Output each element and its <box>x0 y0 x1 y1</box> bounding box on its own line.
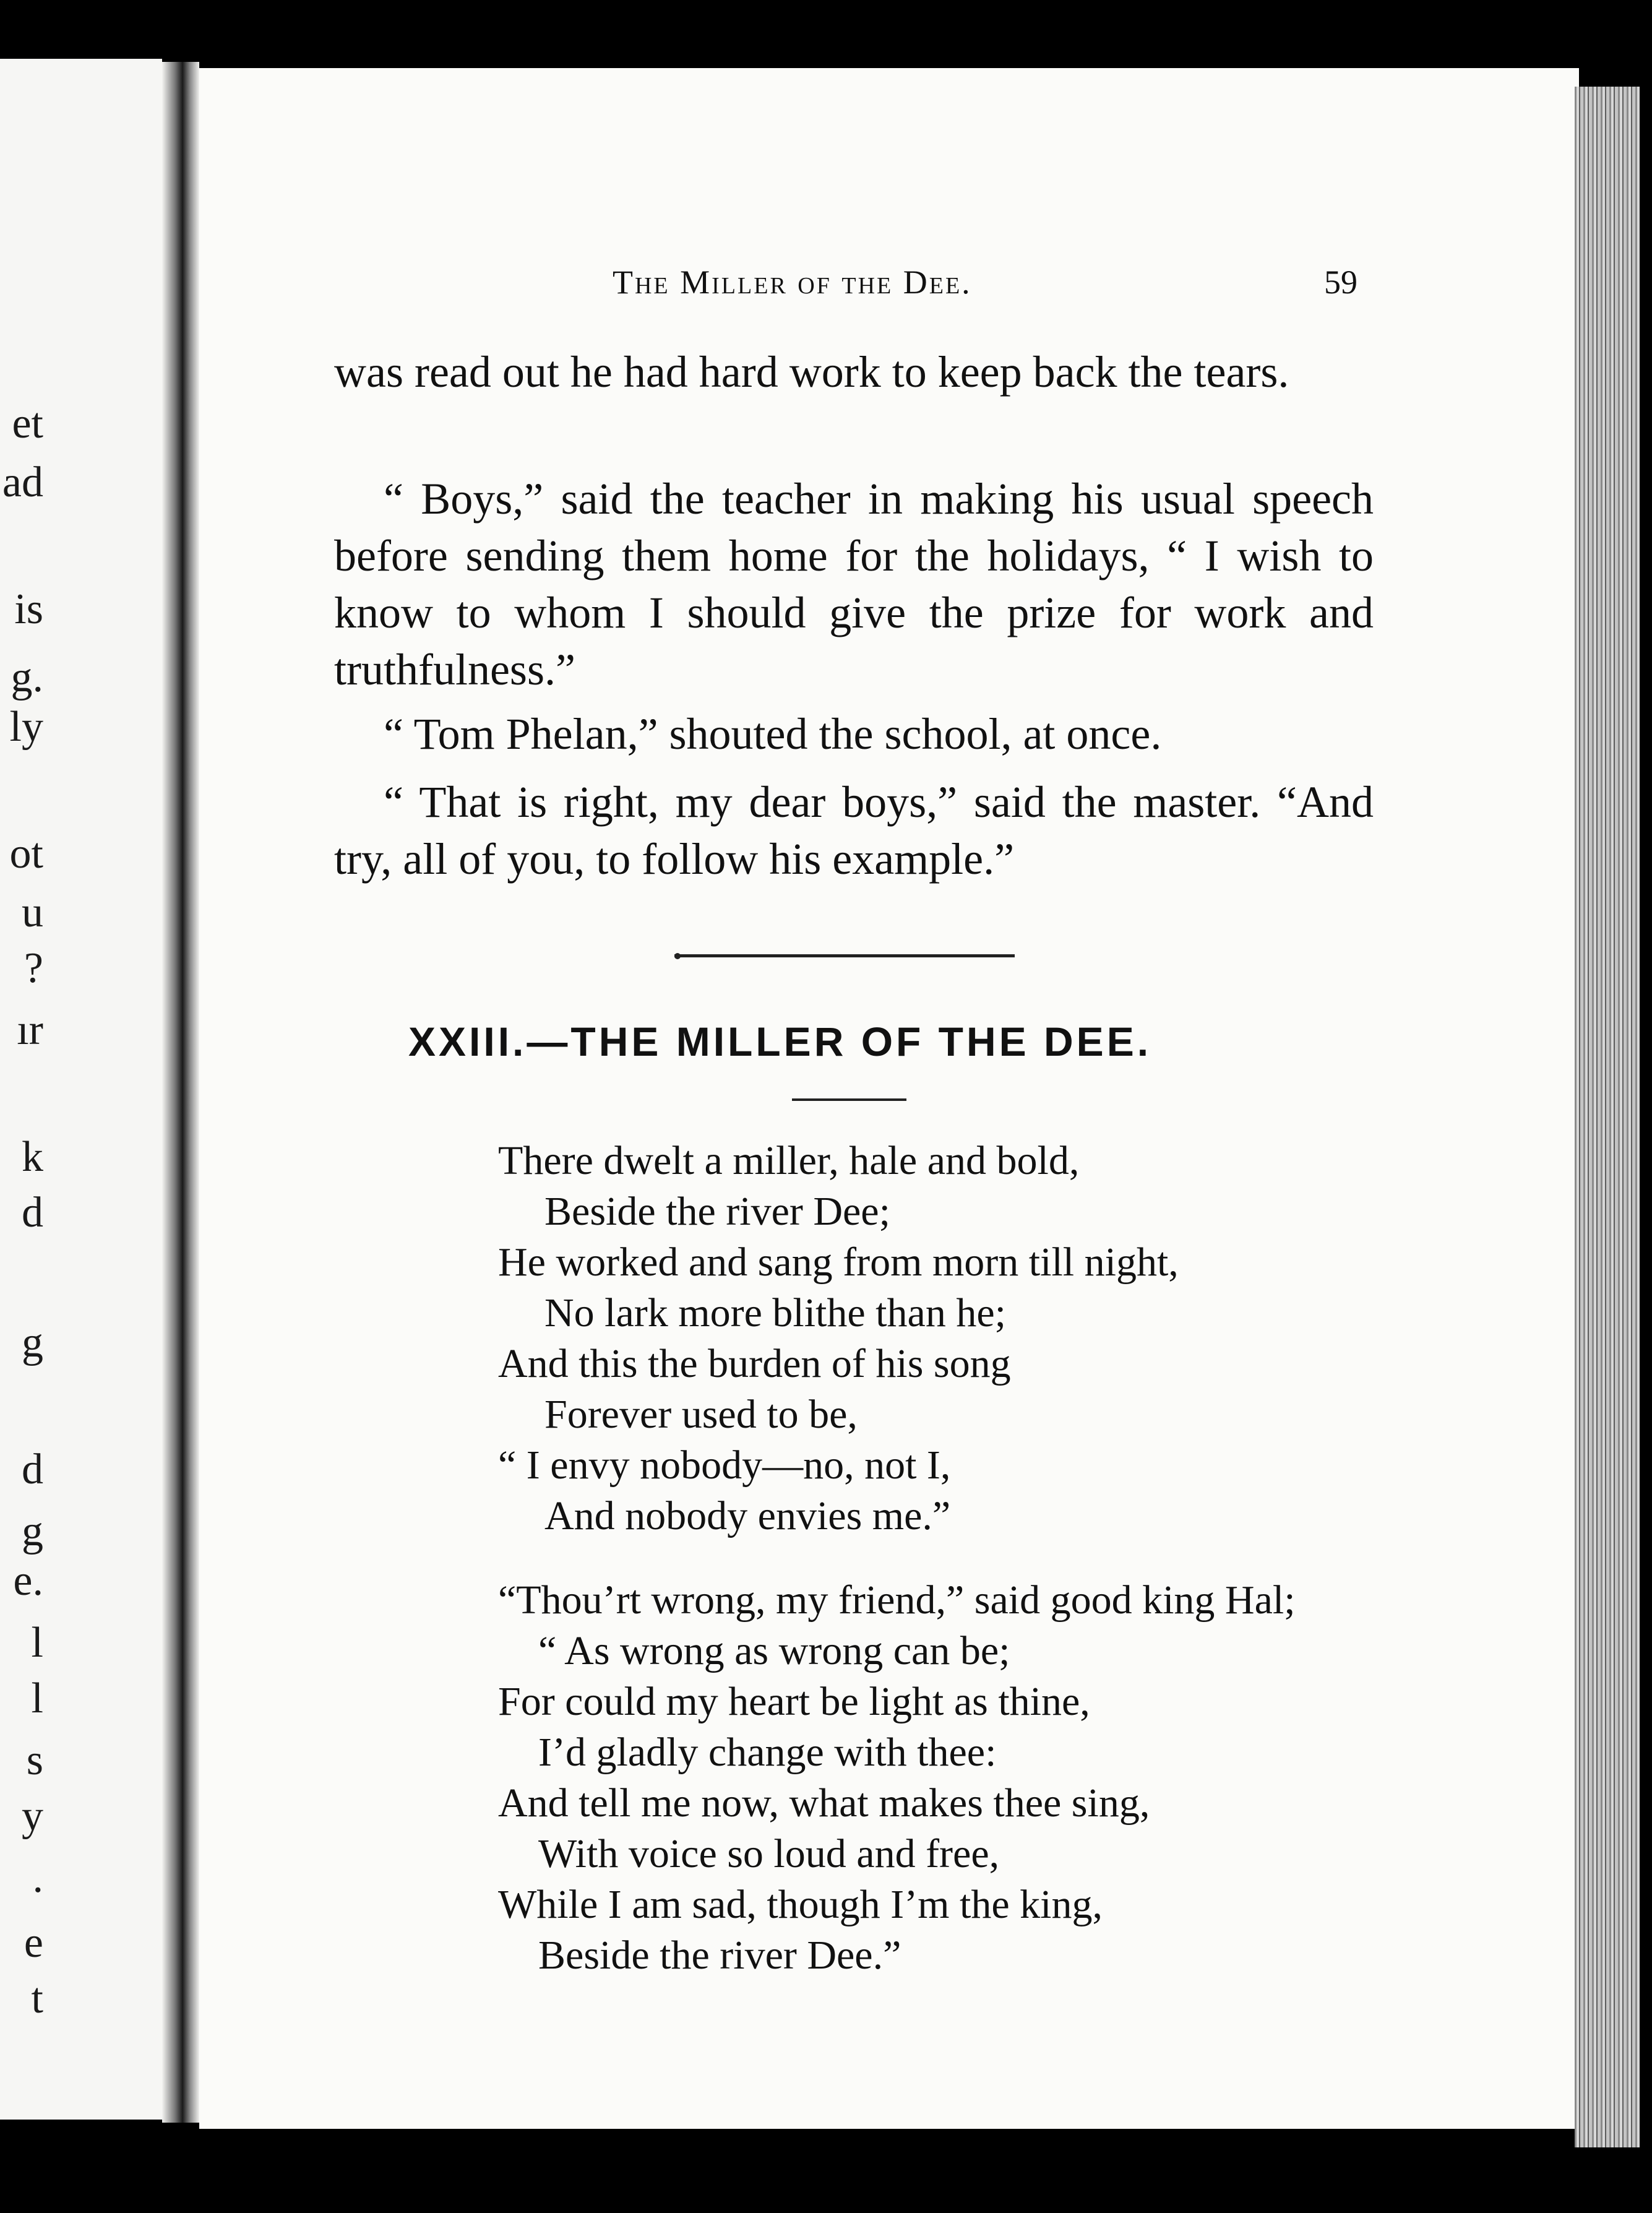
left-page-fragment: ır <box>17 1006 43 1054</box>
running-header: The Miller of the Dee. <box>613 264 972 301</box>
paragraph-text: was read out he had hard work to keep back the tears. <box>334 347 1289 397</box>
left-page-fragment: d <box>22 1189 43 1236</box>
poem-line: “ I envy nobody—no, not I, <box>498 1443 951 1488</box>
poem-line: He worked and sang from morn till night, <box>498 1240 1179 1285</box>
paragraph-text: “ That is right, my dear boys,” said the master. “And try, all of you, to follow his example.” <box>334 777 1374 884</box>
poem-stanza-1 <box>498 1136 1179 1542</box>
left-page-fragment: l <box>31 1619 43 1667</box>
divider-dot <box>674 953 681 959</box>
book-gutter <box>162 62 199 2123</box>
poem-line: “Thou’rt wrong, my friend,” said good king Hal; <box>498 1577 1296 1623</box>
poem-line: Beside the river Dee.” <box>538 1933 901 1978</box>
left-page-fragment: y <box>22 1792 43 1840</box>
left-page-fragment: . <box>32 1854 43 1902</box>
prose-paragraph <box>334 470 1374 698</box>
paragraph-text: “ Tom Phelan,” shouted the school, at once. <box>384 709 1162 759</box>
poem-line: I’d gladly change with thee: <box>538 1730 997 1775</box>
poem-line: No lark more blithe than he; <box>544 1290 1006 1335</box>
left-page-fragment: e. <box>13 1557 43 1605</box>
section-divider <box>674 954 1015 957</box>
poem-line: “ As wrong as wrong can be; <box>538 1628 1010 1673</box>
poem-line: And this the burden of his song <box>498 1341 1011 1386</box>
prose-paragraph <box>334 705 1374 762</box>
left-page-fragment: et <box>12 400 43 447</box>
poem-line: For could my heart be light as thine, <box>498 1679 1090 1724</box>
left-page-fragment: e <box>24 1919 43 1967</box>
poem-line: While I am sad, though I’m the king, <box>498 1882 1103 1927</box>
prose-paragraph <box>334 343 1374 400</box>
page-edges <box>1575 87 1640 2147</box>
left-page-fragment: s <box>26 1736 43 1784</box>
poem-line: With voice so loud and free, <box>538 1831 1000 1876</box>
poem-line: And tell me now, what makes thee sing, <box>498 1780 1150 1826</box>
chapter-title: XXIII.—THE MILLER OF THE DEE. <box>408 1019 1152 1064</box>
poem-line: Forever used to be, <box>544 1392 858 1437</box>
poem-line: There dwelt a miller, hale and bold, <box>498 1138 1080 1183</box>
left-page-fragment: k <box>22 1133 43 1181</box>
left-page-fragment: g <box>22 1319 43 1366</box>
prose-paragraph <box>334 774 1374 887</box>
poem-line: And nobody envies me.” <box>544 1493 951 1538</box>
left-page-fragment: ot <box>9 830 43 878</box>
left-page-fragment: l <box>31 1675 43 1722</box>
left-page-fragment: ? <box>24 944 43 992</box>
left-page-fragment: is <box>14 585 43 633</box>
left-page-fragment: ly <box>9 703 43 751</box>
poem-line: Beside the river Dee; <box>544 1189 890 1234</box>
left-page-fragment: u <box>22 889 43 936</box>
left-page-fragment: g <box>22 1508 43 1555</box>
left-page-fragment: d <box>22 1446 43 1493</box>
paragraph-text: “ Boys,” said the teacher in making his usual speech before sending them home for the holidays, “ I wish to know to whom I should give the prize for work and truthfulness.” <box>334 474 1374 694</box>
title-rule <box>792 1098 906 1101</box>
left-page-fragment: ad <box>2 459 43 506</box>
left-page-fragment: t <box>31 1975 43 2022</box>
left-page-fragment: g. <box>11 654 43 701</box>
left-facing-page <box>0 59 162 2120</box>
poem-stanza-2 <box>498 1575 1296 1981</box>
page-number: 59 <box>1324 264 1357 301</box>
